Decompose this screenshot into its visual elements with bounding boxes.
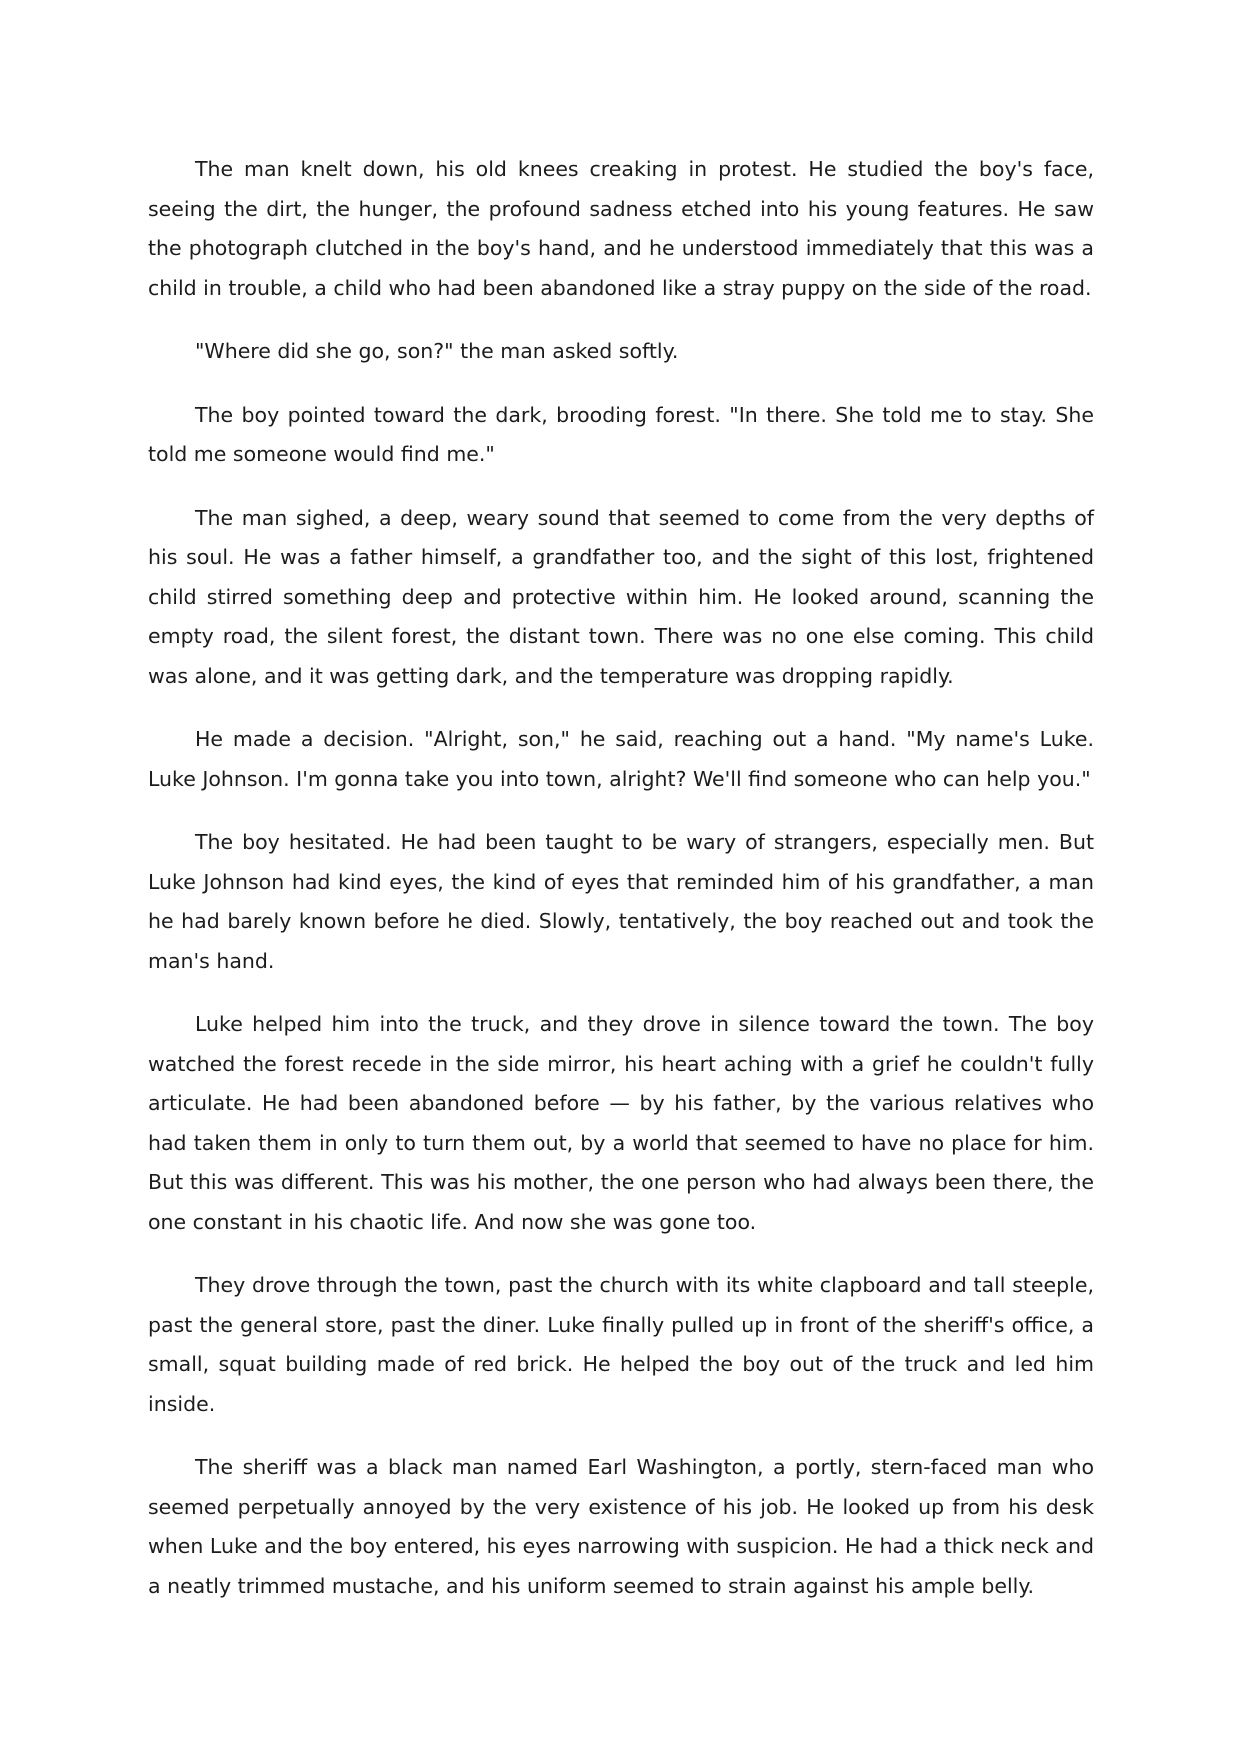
paragraph: He made a decision. "Alright, son," he said, reaching out a hand. "My name's Luke. Luke Johnson. I'm gonna take you into town, alright? We'll find someone who can help you." — [148, 727, 1094, 791]
document-page — [148, 150, 1094, 1630]
paragraph: The man sighed, a deep, weary sound that seemed to come from the very depths of his soul. He was a father himself, a grandfather too, and the sight of this lost, frightened child stirred something deep and protective within him. He looked around, scanning the empty road, the silent forest, the distant town. There was no one else coming. This child was alone, and it was getting dark, and the temperature was dropping rapidly. — [148, 505, 1094, 688]
paragraph: The man knelt down, his old knees creaking in protest. He studied the boy's face, seeing the dirt, the hunger, the profound sadness etched into his young features. He saw the photograph clutched in the boy's hand, and he understood immediately that this was a child in trouble, a child who had been abandoned like a stray puppy on the side of the road. — [148, 157, 1094, 300]
paragraph: They drove through the town, past the church with its white clapboard and tall steeple, past the general store, past the diner. Luke finally pulled up in front of the sheriff's office, a small, squat building made of red brick. He helped the boy out of the truck and led him inside. — [148, 1273, 1094, 1416]
paragraph: The sheriff was a black man named Earl Washington, a portly, stern-faced man who seemed perpetually annoyed by the very existence of his job. He looked up from his desk when Luke and the boy entered, his eyes narrowing with suspicion. He had a thick neck and a neatly trimmed mustache, and his uniform seemed to strain against his ample belly. — [148, 1455, 1094, 1598]
paragraph: "Where did she go, son?" the man asked softly. — [195, 339, 679, 363]
paragraph: The boy hesitated. He had been taught to be wary of strangers, especially men. But Luke Johnson had kind eyes, the kind of eyes that reminded him of his grandfather, a man he had barely known before he died. Slowly, tentatively, the boy reached out and took the man's hand. — [148, 830, 1094, 973]
paragraph: The boy pointed toward the dark, brooding forest. "In there. She told me to stay. She told me someone would find me." — [148, 402, 1094, 466]
paragraph: Luke helped him into the truck, and they drove in silence toward the town. The boy watched the forest recede in the side mirror, his heart aching with a grief he couldn't fully articulate. He had been abandoned before — by his father, by the various relatives who had taken them in only to turn them out, by a world that seemed to have no place for him. But this was different. This was his mother, the one person who had always been there, the one constant in his chaotic life. And now she was gone too. — [148, 1012, 1094, 1234]
